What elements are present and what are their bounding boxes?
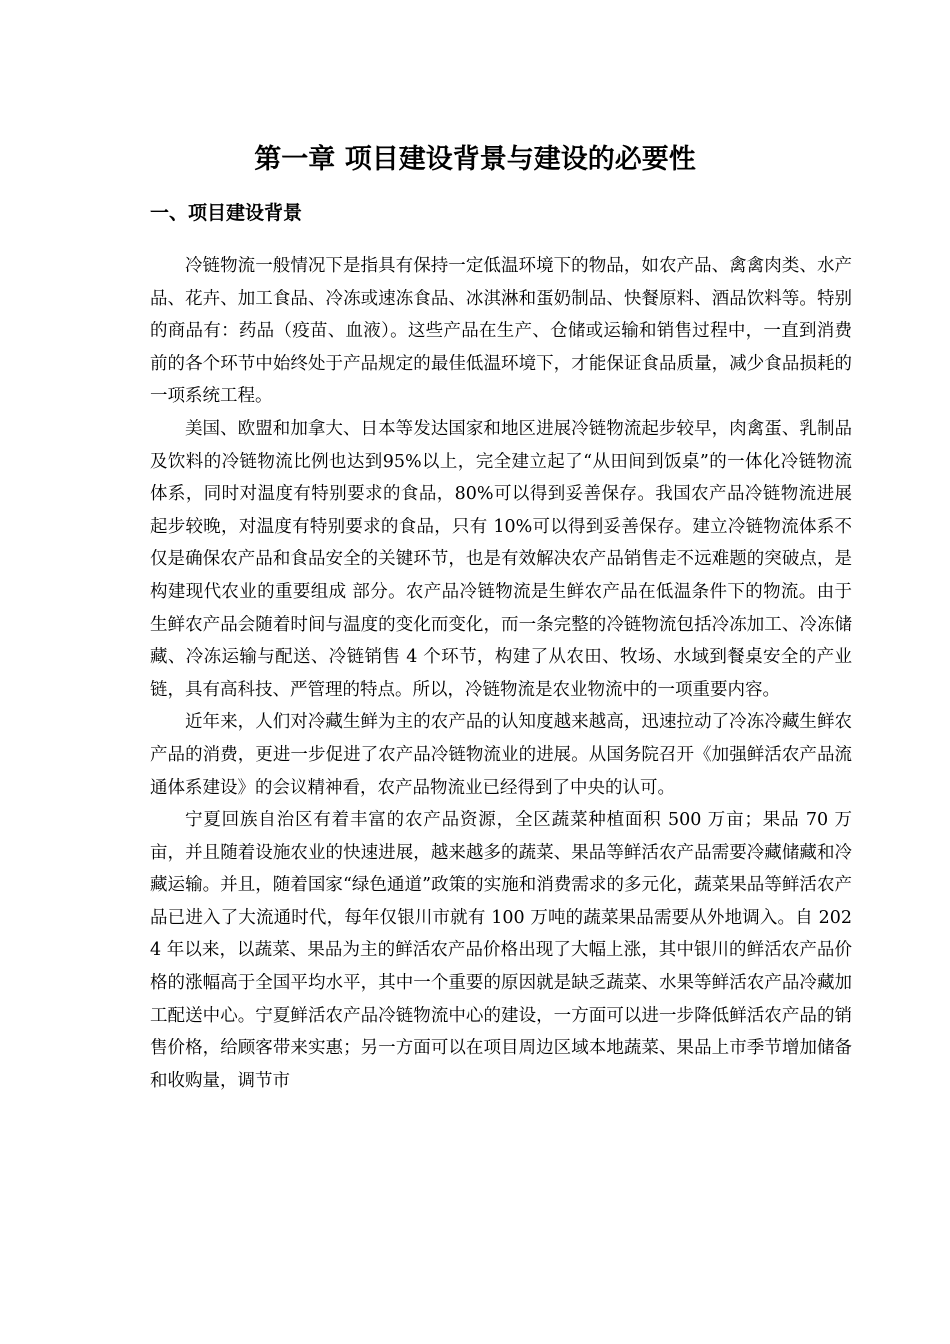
paragraph-international-comparison: 美国、欧盟和加拿大、日本等发达国家和地区进展冷链物流起步较早，肉禽蛋、乳制品及饮料的冷链物流比例也达到95%以上，完全建立起了“从田间到饭桌”的一体化冷链物流体系，同时对温度有特别要求的食品，80%可以得到妥善保存。我国农产品冷链物流进展起步较晚，对温度有特别要求的食品，只有 10%可以得到妥善保存。建立冷链物流体系不仅是确保农产品和食品安全的关键环节，也是有效解决农产品销售走不远难题的突破点，是构建现代农业的重要组成 部分。农产品冷链物流是生鲜农产品在低温条件下的物流。由于生鲜农产品会随着时间与温度的变化而变化，而一条完整的冷链物流包括冷冻加工、冷冻储藏、冷冻运输与配送、冷链销售 4 个环节，构建了从农田、牧场、水域到餐桌安全的产业链，具有高科技、严管理的特点。所以，冷链物流是农业物流中的一项重要内容。: [150, 418, 852, 700]
body-text: [150, 250, 852, 1097]
section-title: 一、项目建设背景: [150, 202, 303, 224]
paragraph-cold-chain-definition: 冷链物流一般情况下是指具有保持一定低温环境下的物品，如农产品、禽禽肉类、水产品、花卉、加工食品、冷冻或速冻食品、冰淇淋和蛋奶制品、快餐原料、酒品饮料等。特别的商品有：药品（疫苗、血液）。这些产品在生产、仓储或运输和销售过程中，一直到消费前的各个环节中始终处于产品规定的最佳低温环境下，才能保证食品质量，减少食品损耗的一项系统工程。: [150, 256, 852, 407]
paragraph-recent-development: 近年来，人们对冷藏生鲜为主的农产品的认知度越来越高，迅速拉动了冷冻冷藏生鲜农产品的消费，更进一步促进了农产品冷链物流业的进展。从国务院召开《加强鲜活农产品流通体系建设》的会议精神看，农产品物流业已经得到了中央的认可。: [150, 712, 852, 798]
paragraph-ningxia-resources: 宁夏回族自治区有着丰富的农产品资源，全区蔬菜种植面积 500 万亩；果品 70 万亩，并且随着设施农业的快速进展，越来越多的蔬菜、果品等鲜活农产品需要冷藏储藏和冷藏运输。并且，随着国家“绿色通道”政策的实施和消费需求的多元化，蔬菜果品等鲜活农产品已进入了大流通时代，每年仅银川市就有 100 万吨的蔬菜果品需要从外地调入。自 2024 年以来，以蔬菜、果品为主的鲜活农产品价格出现了大幅上涨，其中银川的鲜活农产品价格的涨幅高于全国平均水平，其中一个重要的原因就是缺乏蔬菜、水果等鲜活农产品冷藏加工配送中心。宁夏鲜活农产品冷链物流中心的建设，一方面可以进一步降低鲜活农产品的销售价格，给顾客带来实惠；另一方面可以在项目周边区域本地蔬菜、果品上市季节增加储备和收购量，调节市: [150, 810, 852, 1091]
chapter-title: 第一章 项目建设背景与建设的必要性: [254, 144, 696, 175]
